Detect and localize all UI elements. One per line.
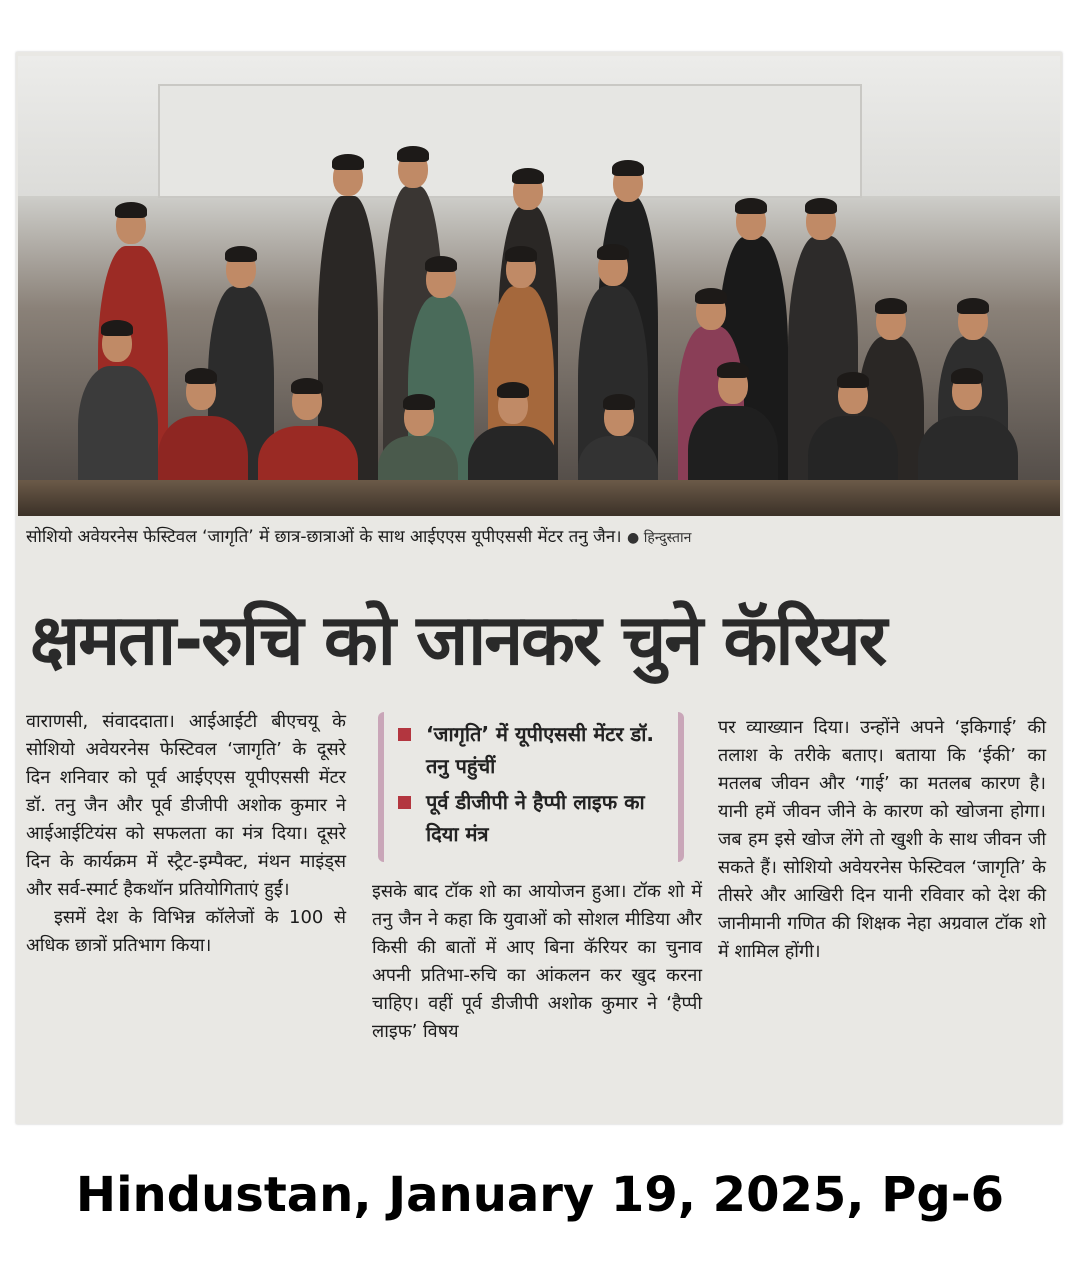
article-headline: क्षमता-रुचि को जानकर चुने कॅरियर	[30, 599, 886, 681]
photo-crowd	[78, 136, 1038, 516]
source-line: Hindustan, January 19, 2025, Pg-6	[75, 1167, 1005, 1223]
article-paragraph: पर व्याख्यान दिया। उन्होंने अपने ‘इकिगाई’ की तलाश के तरीके बताए। बताया कि ‘ईकी’ का मतलब जीवन और ‘गाई’ का मतलब कारण है। यानी हमें जीवन जीने के कारण को खोजना होगा। जब हम इसे खोज लेंगे तो खुशी के साथ जीवन जी सकते हैं। सोशियो अवेयरनेस फेस्टिवल ‘जागृति’ के तीसरे और आखिरी दिन यानी रविवार को देश की जानीमानी गणित की शिक्षक नेहा अग्रवाल टॉक शो में शामिल होंगी।	[718, 717, 1046, 962]
article-column-2	[372, 878, 702, 1046]
newspaper-clipping	[16, 52, 1062, 1124]
article-column-1	[26, 708, 346, 960]
photo-desk	[18, 480, 1060, 516]
highlight-text: पूर्व डीजीपी ने हैप्पी लाइफ का दिया मंत्र	[426, 790, 645, 846]
photo-caption	[26, 524, 1046, 552]
highlights-box	[378, 712, 684, 862]
article-paragraph: इसमें देश के विभिन्न कॉलेजों के 100 से अधिक छात्रों प्रतिभाग किया।	[26, 907, 346, 956]
photo-credit: ● हिन्दुस्तान	[627, 530, 692, 546]
article-column-3	[718, 714, 1046, 966]
article-paragraph: इसके बाद टॉक शो का आयोजन हुआ। टॉक शो में तनु जैन ने कहा कि युवाओं को सोशल मीडिया और किसी की बातों में आए बिना कॅरियर का चुनाव अपनी प्रतिभा-रुचि का आंकलन कर खुद करना चाहिए। वहीं पूर्व डीजीपी अशोक कुमार ने ‘हैप्पी लाइफ’ विषय	[372, 881, 702, 1042]
square-bullet-icon	[398, 728, 411, 741]
caption-text: सोशियो अवेयरनेस फेस्टिवल ‘जागृति’ में छात्र-छात्राओं के साथ आईएएस यूपीएससी मेंटर तनु जैन।	[26, 527, 622, 547]
square-bullet-icon	[398, 796, 411, 809]
highlight-item	[392, 718, 670, 782]
highlight-item	[392, 786, 670, 850]
group-photo	[18, 56, 1060, 516]
highlight-text: ‘जागृति’ में यूपीएससी मेंटर डॉ. तनु पहुंचीं	[426, 722, 654, 778]
article-paragraph: वाराणसी, संवाददाता। आईआईटी बीएचयू के सोशियो अवेयरनेस फेस्टिवल ‘जागृति’ के दूसरे दिन शनिवार को पूर्व आईएएस यूपीएससी मेंटर डॉ. तनु जैन और पूर्व डीजीपी अशोक कुमार ने आईआईटियंस को सफलता का मंत्र दिया। दूसरे दिन के कार्यक्रम में स्ट्रैट-इम्पैक्ट, मंथन माइंड्स और सर्व-स्मार्ट हैकथॉन प्रतियोगिताएं हुईं।	[26, 711, 346, 900]
